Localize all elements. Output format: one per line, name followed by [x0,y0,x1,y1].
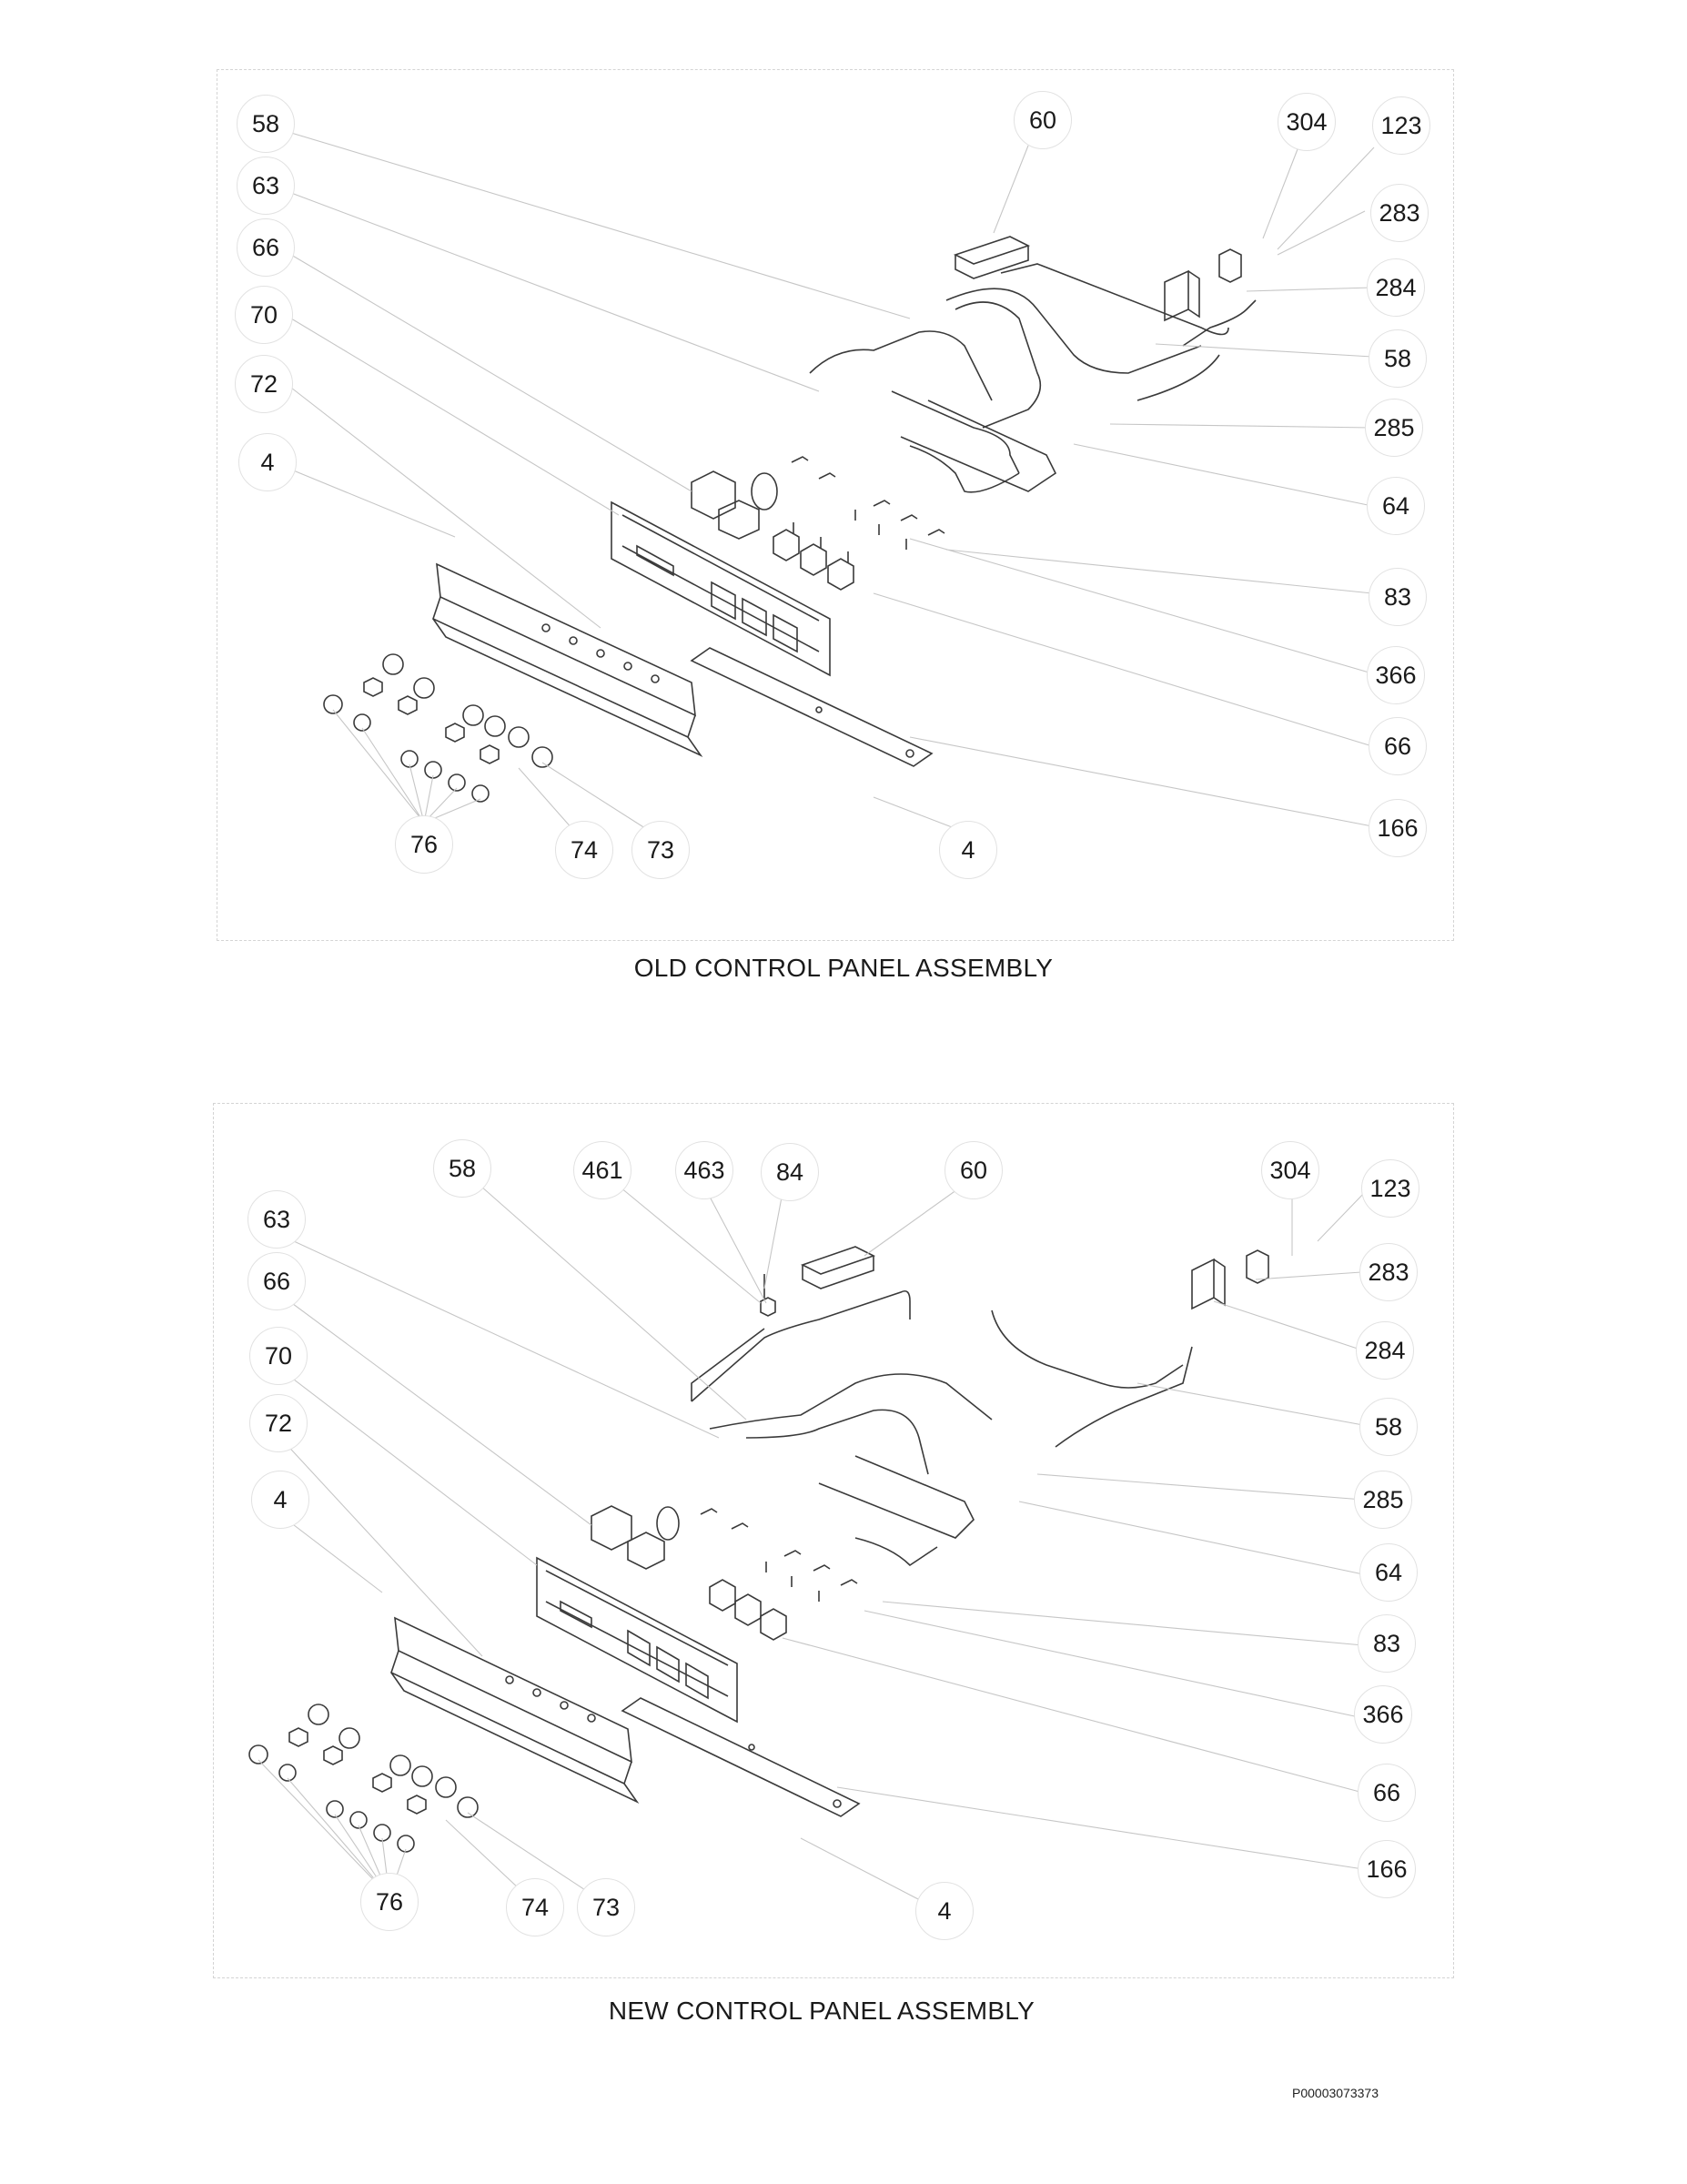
callout-84-new: 84 [761,1143,819,1201]
callout-366-new: 366 [1354,1685,1412,1744]
callout-284-new: 284 [1356,1321,1414,1380]
callout-461-new: 461 [573,1141,631,1199]
callout-123-new: 123 [1361,1159,1419,1218]
callout-66-old-a: 66 [237,218,295,277]
callout-4-old-b: 4 [939,821,997,879]
new-spacer-block [803,1247,874,1289]
callout-123-old: 123 [1372,96,1430,155]
callout-58-new-b: 58 [1359,1398,1418,1456]
callout-58-new-a: 58 [433,1139,491,1198]
callout-58-old-b: 58 [1369,329,1427,388]
callout-463-new: 463 [675,1141,733,1199]
callout-4-new-b: 4 [915,1882,974,1940]
old-thermostat-valve [1219,249,1241,282]
callout-4-old-a: 4 [238,433,297,491]
new-fitting [761,1274,775,1316]
callout-66-new-b: 66 [1358,1764,1416,1822]
callout-284-old: 284 [1367,258,1425,317]
new-panel-rail [395,1618,631,1762]
callout-304-old: 304 [1278,93,1336,151]
callout-285-old: 285 [1365,399,1423,457]
old-main-valve [692,471,777,539]
new-burner-valves [710,1580,786,1640]
callout-72-old: 72 [235,355,293,413]
callout-63-new: 63 [247,1190,306,1249]
old-clips [792,457,945,550]
callout-72-new: 72 [249,1394,308,1452]
callout-76-new: 76 [360,1873,419,1931]
callout-60-new: 60 [945,1141,1003,1199]
callout-166-new: 166 [1358,1840,1416,1898]
new-bottom-strip [622,1698,859,1816]
callout-60-old: 60 [1014,91,1072,149]
callout-285-new: 285 [1354,1471,1412,1529]
callout-64-old: 64 [1367,477,1425,535]
callout-74-old: 74 [555,821,613,879]
old-assembly-caption: OLD CONTROL PANEL ASSEMBLY [633,954,1054,982]
callout-66-old-b: 66 [1369,717,1427,775]
new-clips [701,1509,857,1602]
new-thermostat-valve [1247,1250,1268,1283]
callout-74-new: 74 [506,1878,564,1936]
callout-64-new: 64 [1359,1543,1418,1602]
old-part-drawing [324,237,1256,802]
callout-58-old-a: 58 [237,95,295,153]
leader-lines [258,133,1374,1913]
callout-283-old: 283 [1370,184,1429,242]
callout-73-new: 73 [577,1878,635,1936]
callout-70-new: 70 [249,1327,308,1385]
old-bracket [1165,271,1199,320]
drawing-code: P00003073373 [1292,2086,1379,2100]
callout-366-old: 366 [1367,646,1425,704]
callout-63-old: 63 [237,157,295,215]
new-bracket [1192,1259,1225,1309]
callout-166-old: 166 [1369,799,1427,857]
new-assembly-caption: NEW CONTROL PANEL ASSEMBLY [608,1997,1035,2025]
callout-66-new-a: 66 [247,1252,306,1310]
callout-283-new: 283 [1359,1243,1418,1301]
callout-83-new: 83 [1358,1614,1416,1673]
old-spacer-block [955,237,1028,278]
callout-70-old: 70 [235,286,293,344]
old-burner-valves [773,522,854,590]
old-knobs [324,654,552,802]
new-knobs [249,1704,478,1852]
callout-4-new-a: 4 [251,1471,309,1529]
new-main-valve [591,1506,679,1569]
new-part-drawing [249,1247,1268,1852]
new-gas-tubing [692,1291,1192,1565]
callout-76-old: 76 [395,815,453,874]
callout-304-new: 304 [1261,1141,1319,1199]
callout-73-old: 73 [631,821,690,879]
callout-83-old: 83 [1369,568,1427,626]
